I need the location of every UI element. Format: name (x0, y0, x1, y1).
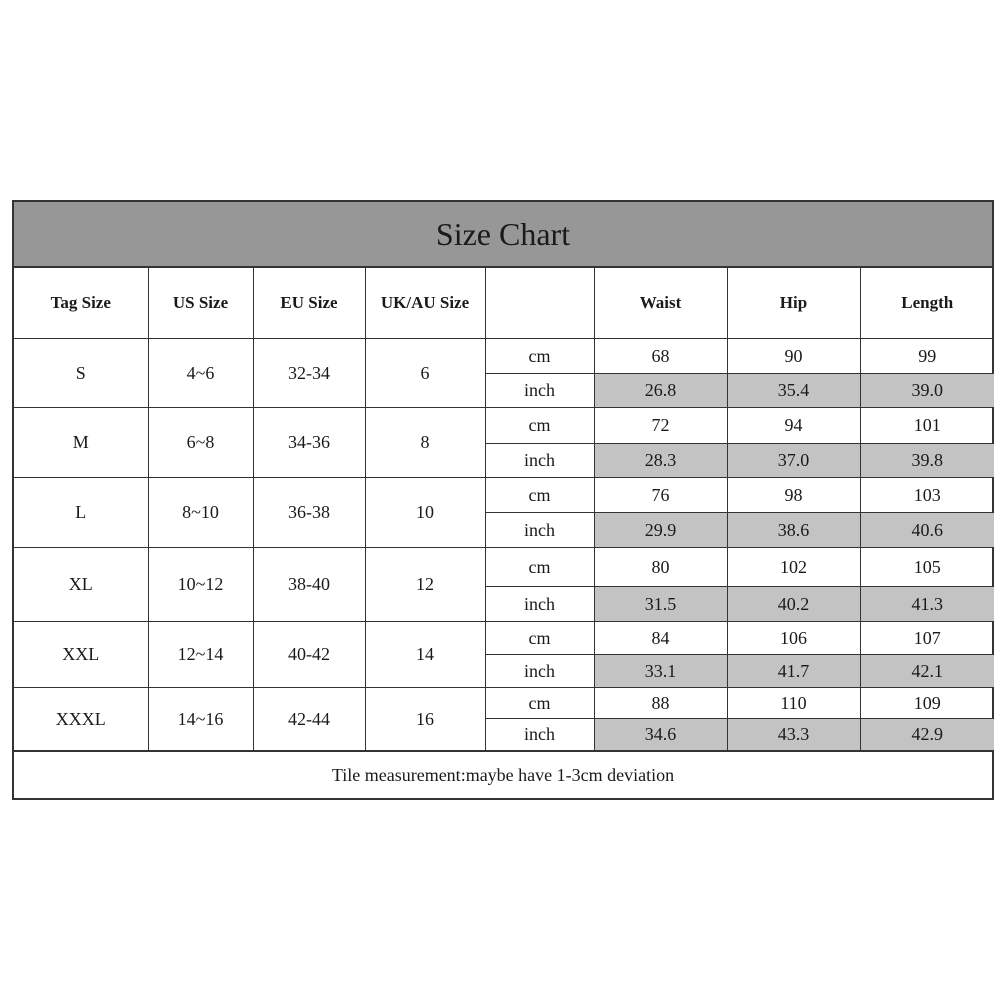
waist-inch-cell: 34.6 (594, 719, 727, 751)
waist-inch-cell: 26.8 (594, 374, 727, 408)
header-hip: Hip (727, 268, 860, 339)
tag-size-cell: XXXL (14, 688, 148, 751)
tag-size-cell: L (14, 478, 148, 548)
unit-cm-label: cm (485, 408, 594, 444)
waist-cm-cell: 76 (594, 478, 727, 513)
unit-inch-label: inch (485, 374, 594, 408)
tag-size-cell: M (14, 408, 148, 478)
unit-inch-label: inch (485, 444, 594, 478)
table-row (14, 548, 994, 587)
hip-inch-cell: 35.4 (727, 374, 860, 408)
us-size-cell: 12~14 (148, 622, 253, 688)
ukau-size-cell: 8 (365, 408, 485, 478)
length-cm-cell: 103 (860, 478, 994, 513)
unit-cm-label: cm (485, 688, 594, 719)
tag-size-cell: S (14, 339, 148, 408)
table-row (14, 408, 994, 444)
unit-inch-label: inch (485, 587, 594, 622)
waist-inch-cell: 29.9 (594, 513, 727, 548)
table-row (14, 339, 994, 374)
table-row (14, 622, 994, 655)
length-inch-cell: 41.3 (860, 587, 994, 622)
unit-cm-label: cm (485, 622, 594, 655)
length-cm-cell: 105 (860, 548, 994, 587)
header-tag-size: Tag Size (14, 268, 148, 339)
ukau-size-cell: 10 (365, 478, 485, 548)
ukau-size-cell: 6 (365, 339, 485, 408)
unit-inch-label: inch (485, 513, 594, 548)
hip-cm-cell: 102 (727, 548, 860, 587)
us-size-cell: 6~8 (148, 408, 253, 478)
unit-cm-label: cm (485, 478, 594, 513)
header-eu-size: EU Size (253, 268, 365, 339)
ukau-size-cell: 16 (365, 688, 485, 751)
hip-inch-cell: 43.3 (727, 719, 860, 751)
length-cm-cell: 101 (860, 408, 994, 444)
waist-cm-cell: 84 (594, 622, 727, 655)
header-row (14, 268, 994, 339)
table-row (14, 688, 994, 719)
us-size-cell: 8~10 (148, 478, 253, 548)
hip-inch-cell: 38.6 (727, 513, 860, 548)
length-inch-cell: 40.6 (860, 513, 994, 548)
eu-size-cell: 32-34 (253, 339, 365, 408)
ukau-size-cell: 14 (365, 622, 485, 688)
hip-inch-cell: 40.2 (727, 587, 860, 622)
unit-inch-label: inch (485, 719, 594, 751)
waist-inch-cell: 33.1 (594, 655, 727, 688)
eu-size-cell: 34-36 (253, 408, 365, 478)
length-cm-cell: 109 (860, 688, 994, 719)
footer-note: Tile measurement:maybe have 1-3cm deviation (14, 751, 992, 798)
us-size-cell: 14~16 (148, 688, 253, 751)
hip-cm-cell: 98 (727, 478, 860, 513)
hip-cm-cell: 110 (727, 688, 860, 719)
header-ukau-size: UK/AU Size (365, 268, 485, 339)
ukau-size-cell: 12 (365, 548, 485, 622)
size-chart (12, 200, 994, 800)
header-waist: Waist (594, 268, 727, 339)
header-us-size: US Size (148, 268, 253, 339)
tag-size-cell: XXL (14, 622, 148, 688)
length-cm-cell: 107 (860, 622, 994, 655)
tag-size-cell: XL (14, 548, 148, 622)
length-inch-cell: 42.1 (860, 655, 994, 688)
unit-cm-label: cm (485, 548, 594, 587)
waist-cm-cell: 68 (594, 339, 727, 374)
length-cm-cell: 99 (860, 339, 994, 374)
length-inch-cell: 42.9 (860, 719, 994, 751)
hip-cm-cell: 94 (727, 408, 860, 444)
hip-cm-cell: 90 (727, 339, 860, 374)
length-inch-cell: 39.8 (860, 444, 994, 478)
waist-cm-cell: 88 (594, 688, 727, 719)
eu-size-cell: 36-38 (253, 478, 365, 548)
unit-inch-label: inch (485, 655, 594, 688)
waist-cm-cell: 72 (594, 408, 727, 444)
eu-size-cell: 38-40 (253, 548, 365, 622)
hip-inch-cell: 41.7 (727, 655, 860, 688)
us-size-cell: 10~12 (148, 548, 253, 622)
hip-inch-cell: 37.0 (727, 444, 860, 478)
us-size-cell: 4~6 (148, 339, 253, 408)
length-inch-cell: 39.0 (860, 374, 994, 408)
unit-cm-label: cm (485, 339, 594, 374)
waist-inch-cell: 31.5 (594, 587, 727, 622)
waist-cm-cell: 80 (594, 548, 727, 587)
header-unit (485, 268, 594, 339)
hip-cm-cell: 106 (727, 622, 860, 655)
waist-inch-cell: 28.3 (594, 444, 727, 478)
header-length: Length (860, 268, 994, 339)
eu-size-cell: 40-42 (253, 622, 365, 688)
chart-title: Size Chart (14, 202, 992, 268)
size-table (14, 268, 994, 751)
eu-size-cell: 42-44 (253, 688, 365, 751)
table-row (14, 478, 994, 513)
